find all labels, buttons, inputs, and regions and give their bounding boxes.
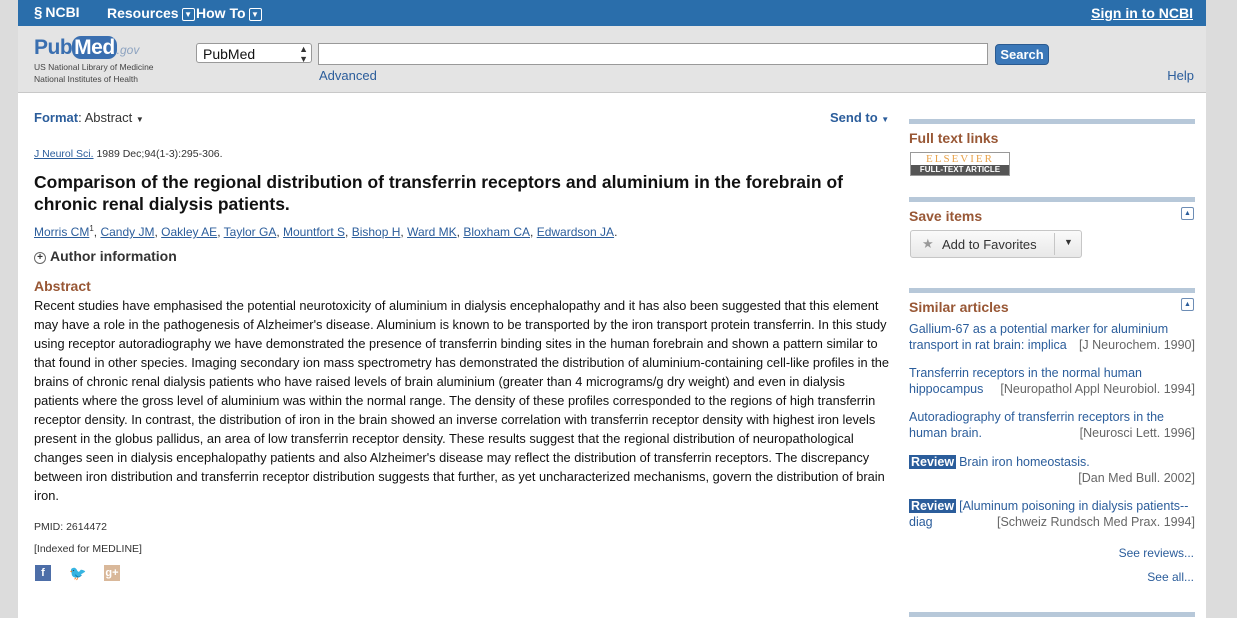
similar-article-source: [Dan Med Bull. 2002]: [1078, 471, 1195, 485]
similar-article-source: [Schweiz Rundsch Med Prax. 1994]: [996, 515, 1195, 529]
page: [18, 0, 1206, 618]
similar-articles-heading: Similar articles: [909, 299, 1009, 315]
format-label: Format: [34, 110, 79, 125]
similar-article-item[interactable]: [909, 454, 1195, 486]
author-information-toggle[interactable]: [34, 248, 177, 264]
similar-article-item[interactable]: [909, 409, 1195, 441]
expand-plus-icon: +: [34, 252, 46, 264]
abstract-text: Recent studies have emphasised the potential neurotoxicity of aluminium in dialysis encephalopathy and it has also been suggested that this element may have a role in the pathogenesis of Alzheimer's disease. Aluminium is known to be transported by the iron transport protein transferrin. In this study using receptor autoradiography we have demonstrated the presence of transferrin binding sites in the human forebrain and shown a pattern similar to that found in other species. Imaging secondary ion mass spectrometry has demonstrated the distribution of aluminium-containing cell-like profiles in the brains of chronic renal dialysis patients who have raised levels of brain aluminium (greater than 4 micrograms/g dry weight) and even in dialysis patients where the gross level of aluminium was within the normal range. The density of these profiles corresponded to the regions of high transferrin receptor density. In contrast, the distribution of iron in the brain showed an inverse correlation with transferrin receptor density with highest iron levels present in the globus pallidus, an area of low transferrin receptor density. These results suggest that the regional distribution of neuropathological changes seen in dialysis encephalopathy patients and also Alzheimer's disease may reflect the distribution of transferrin receptors. The discrepancy between iron distribution and transferrin receptor distribution suggests that further, as yet uncharacterized mechanisms, govern the distribution of brain iron.: [34, 298, 889, 503]
howto-menu[interactable]: [196, 5, 262, 21]
similar-article-item[interactable]: [909, 498, 1195, 530]
author-link[interactable]: Bishop H: [351, 225, 401, 239]
author-info-label: Author information: [50, 248, 177, 264]
citation: [34, 148, 223, 160]
logo-gov: .gov: [116, 43, 140, 57]
divider: [909, 288, 1195, 293]
abstract-heading: Abstract: [34, 278, 91, 294]
institution-line-1: US National Library of Medicine: [34, 62, 154, 72]
author-link[interactable]: Edwardson JA: [536, 225, 615, 239]
facebook-icon[interactable]: f: [35, 565, 51, 581]
citation-details: 1989 Dec;94(1-3):295-306.: [96, 148, 223, 160]
author-list: Morris $CM^1$, Candy JM, Oakley AE, Taylor GA, Mountfort S, Bishop H, Ward MK, Bloxham CA, Edwardson JA.: [34, 224, 618, 239]
collapse-icon[interactable]: ▲: [1181, 207, 1194, 220]
help-link[interactable]: Help: [1167, 68, 1194, 83]
full-text-article-label: FULL-TEXT ARTICLE: [919, 165, 1001, 174]
similar-article-title[interactable]: Brain iron homeostasis.: [959, 455, 1090, 469]
author-link[interactable]: Bloxham CA: [463, 225, 531, 239]
caret-down-icon: ▼: [881, 115, 890, 124]
save-items-heading: Save items: [909, 208, 983, 224]
add-to-favorites-button[interactable]: [910, 230, 1082, 258]
database-select[interactable]: [196, 43, 312, 63]
full-text-links-heading: Full text links: [909, 130, 999, 146]
similar-article-title[interactable]: Transferrin receptors in the normal human hippocampus: [909, 366, 1142, 396]
indexed-for-medline: [Indexed for MEDLINE]: [34, 543, 142, 555]
send-to-label: Send to: [830, 110, 878, 125]
star-icon: ★: [922, 236, 934, 251]
search-input[interactable]: [318, 43, 988, 65]
author-link[interactable]: Morris CM: [34, 225, 90, 239]
add-to-favorites-label: Add to Favorites: [942, 237, 1037, 252]
divider: [909, 612, 1195, 617]
similar-article-source: [Neurosci Lett. 1996]: [1079, 426, 1195, 440]
collapse-icon[interactable]: ▲: [1181, 298, 1194, 311]
elsevier-full-text-link[interactable]: [910, 152, 1010, 176]
divider: [909, 197, 1195, 202]
resources-label: Resources: [107, 5, 179, 21]
chevron-down-icon: ▼: [182, 8, 195, 21]
author-link[interactable]: Candy JM: [100, 225, 155, 239]
author-link[interactable]: Taylor GA: [223, 225, 277, 239]
similar-article-title[interactable]: [Aluminum poisoning in dialysis patients--diag: [909, 499, 1189, 529]
twitter-icon[interactable]: 🐦: [69, 565, 87, 581]
dna-helix-icon: §: [34, 4, 43, 21]
institution-line-2: National Institutes of Health: [34, 74, 138, 84]
pmid: PMID: 2614472: [34, 521, 107, 533]
author-link[interactable]: Ward MK: [407, 225, 457, 239]
google-plus-icon[interactable]: g+: [105, 567, 119, 579]
similar-article-source: [J Neurochem. 1990]: [1078, 338, 1195, 352]
similar-article-source: [Neuropathol Appl Neurobiol. 1994]: [1000, 382, 1195, 396]
advanced-search-link[interactable]: Advanced: [319, 68, 377, 83]
divider: [1054, 233, 1055, 255]
elsevier-logo-text: ELSEVIER: [911, 153, 1009, 165]
similar-article-title[interactable]: Autoradiography of transferrin receptors in the human brain.: [909, 410, 1164, 440]
search-bar-area: [18, 26, 1206, 93]
chevron-down-icon: ▼: [249, 8, 262, 21]
author-link[interactable]: Oakley AE: [161, 225, 218, 239]
caret-down-icon: ▼: [135, 115, 144, 124]
send-to-menu[interactable]: [830, 110, 889, 125]
howto-label: How To: [196, 5, 246, 21]
author-link[interactable]: Mountfort S: [283, 225, 346, 239]
affiliation-sup: 1: [89, 224, 94, 233]
review-badge: Review: [911, 499, 955, 513]
logo-pub: Pub: [34, 36, 73, 59]
see-reviews-link[interactable]: See reviews...: [1118, 546, 1194, 560]
similar-article-title[interactable]: Gallium-67 as a potential marker for aluminium transport in rat brain: implica: [909, 322, 1169, 352]
journal-link[interactable]: J Neurol Sci.: [34, 148, 94, 160]
select-arrows-icon: ▲ ▼: [299, 44, 308, 64]
ncbi-logo-text: NCBI: [45, 4, 80, 20]
resources-menu[interactable]: [107, 5, 195, 21]
search-button[interactable]: Search: [995, 44, 1049, 65]
logo-med: Med: [74, 36, 115, 59]
database-value: PubMed: [203, 46, 256, 62]
pubmed-logo[interactable]: [34, 36, 154, 84]
article-title: Comparison of the regional distribution of transferrin receptors and aluminium in the forebrain of chronic renal dialysis patients.: [34, 172, 843, 214]
similar-article-item[interactable]: [909, 365, 1195, 397]
sign-in-link[interactable]: Sign in to NCBI: [1091, 5, 1193, 21]
see-all-link[interactable]: See all...: [1147, 570, 1194, 584]
format-selector[interactable]: Format: Abstract ▼: [34, 110, 144, 125]
review-badge: Review: [911, 455, 955, 469]
similar-article-item[interactable]: [909, 321, 1195, 353]
divider: [909, 119, 1195, 124]
ncbi-logo[interactable]: [34, 4, 80, 21]
dropdown-arrow-icon[interactable]: ▼: [1064, 237, 1073, 247]
ncbi-header-bar: [18, 0, 1206, 26]
format-value: Abstract: [84, 110, 133, 125]
